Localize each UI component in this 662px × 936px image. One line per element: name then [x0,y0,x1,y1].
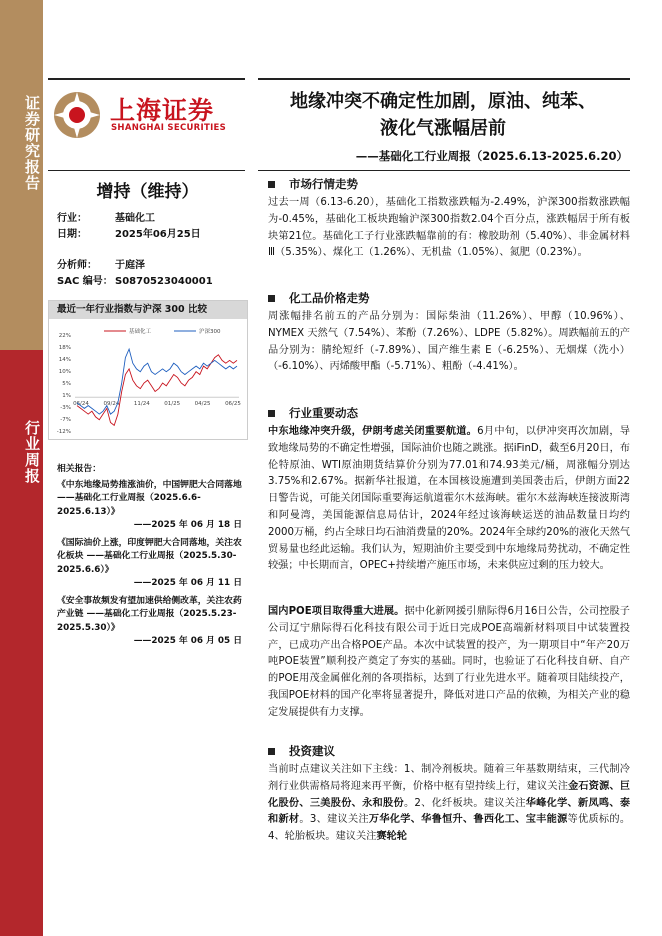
related-report-title: 《安全事故频发有望加速供给侧改革，关注农药产业链 ——基础化工行业周报（2025.5.23-2025.5.30）》 [57,595,242,633]
industry-key: 行业： [57,213,87,224]
bullet-square-icon [268,410,275,417]
related-report-date: ——2025 年 06 月 11 日 [133,578,242,588]
logo-emblem-icon [50,90,104,140]
chart-title: 最近一年行业指数与沪深 300 比较 [49,301,247,319]
y-tick-label: -3% [60,405,71,411]
related-report-item[interactable] [57,537,242,591]
report-subtitle: ——基础化工行业周报（2025.6.13-2025.6.20） [355,149,628,163]
y-tick-label: 1% [62,393,71,399]
prices-paragraph: 周涨幅排名前五的产品分别为：国际柴油（11.26%）、甲醇（10.96%）、NYMEX 天然气（7.54%）、苯酚（7.26%）、LDPE（5.82%）。周跌幅前五的产品分别为：腈纶短纤（-7.89%）、国产维生素 E（-6.25%）、无烟煤（洗小）（-6.10%）、丙烯酸甲酯（-5.71%）、粗酚（-4.41%）。 [268,311,630,373]
related-reports [57,463,242,653]
analyst-key: 分析师： [57,260,97,271]
related-report-item[interactable] [57,595,242,649]
news-1-body: 6月中旬，以伊冲突再次加剧，导致地缘局势的不确定性增强，国际油价也随之跳涨。据iFinD，截至6月20日，布伦特原油、WTI原油期货结算价分别为77.01和74.93美元/桶，周涨幅分别达3.75%和2.67%。据新华社报道，在本国核设施遭到美国袭击后，伊朗方面22日警告说，可能关闭国际重要海运航道霍尔木兹海峡。霍尔木兹海峡连接波斯湾和阿曼湾，美国能源信息局估计，2024年经过该海峡运送的油品数量日均约2000万桶，约占全球日均石油消费量的20%。2024年全球约20%的液化天然气贸易量也经此运输。我们认为，短期油价主要受到中东地缘局势扰动，不确定性较强；中长期而言，OPEC+持续增产施压市场，未来供应过剩的压力较大。 [268,426,631,572]
logo-english-name: SHANGHAI SECURITIES [111,123,227,133]
y-tick-label: -12% [56,429,71,435]
fiber-picks: 华峰化学、新凤鸣、泰和新材 [268,797,631,826]
chart-plot [49,321,247,439]
right-title-rule [258,170,630,171]
date-key: 日期： [57,229,87,240]
related-report-date: ——2025 年 06 月 18 日 [133,520,242,530]
index-comparison-chart [48,300,248,440]
legend-label: 沪深300 [199,329,221,335]
sac-row [57,272,213,287]
section-heading-market: 市场行情走势 [268,176,358,192]
y-tick-label: 22% [58,333,71,339]
title-line-2: 液化气涨幅居前 [380,118,506,139]
x-tick-label: 04/25 [194,401,211,408]
sidebar [0,0,43,936]
series-line [77,355,237,426]
market-paragraph: 过去一周（6.13-6.20），基础化工指数涨跌幅为-2.49%，沪深300指数涨跌幅为-0.45%，基础化工板块跑输沪深300指数2.04个百分点，涨跌幅居于所有板块第21位。基础化工子行业涨跌幅靠前的有：橡胶助剂（5.40%）、非金属材料Ⅲ（5.35%）、煤化工（1.26%）、无机盐（1.05%）、氮肥（0.23%）。 [268,197,630,259]
y-tick-label: 14% [58,357,71,363]
refrigerant-picks: 金石资源、巨化股份、三美股份、永和股份 [268,780,631,809]
related-report-title: 《国际油价上涨，印度钾肥大合同落地，关注农化板块 ——基础化工行业周报（2025.5.30-2025.6.6）》 [57,537,242,575]
invest-paragraph: 当前时点建议关注如下主线：1、制冷剂板块。随着三年基数期结束，三代制冷剂行业供需格局将迎来再平衡，价格中枢有望持续上行，建议关注金石资源、巨化股份、三美股份、永和股份。2、化纤板块。建议关注华峰化学、新凤鸣、泰和新材。3、建议关注万华化学、华鲁恒升、鲁西化工、宝丰能源等优质标的。4、轮胎板块。建议关注赛轮轮 [268,764,631,843]
analyst-value: 于庭泽 [115,260,145,271]
section-heading-invest: 投资建议 [268,743,335,759]
news-paragraph-1 [268,424,630,575]
y-tick-label: -7% [60,417,71,423]
x-tick-label: 06/24 [73,401,89,408]
news-1-lead: 中东地缘冲突升级，伊朗考虑关闭重要航道。 [268,426,478,437]
industry-value: 基础化工 [115,213,155,224]
date-row [57,225,201,240]
report-title [258,88,628,142]
tire-picks: 赛轮轮 [376,831,407,843]
rating: 增持（维持） [96,182,199,202]
sidebar-report-type: 证券研究报告 [23,95,41,191]
x-tick-label: 06/25 [225,401,241,408]
related-report-date: ——2025 年 06 月 05 日 [133,636,242,646]
section-heading-prices: 化工品价格走势 [268,290,370,306]
series-line [77,349,237,414]
related-report-item[interactable] [57,479,242,533]
section-heading-news: 行业重要动态 [268,405,358,421]
sac-value: S0870523040001 [115,276,213,287]
y-tick-label: 18% [58,345,71,351]
news-2-body: 据中化新网援引鼎际得6月16日公告，公司控股子公司辽宁鼎际得石化科技有限公司于近日完成POE高端新材料项目中试装置投产，已成功产出合格POE产品。本次中试装置的投产，为一期项目中“年产20万吨POE装置”顺利投产奠定了夯实的基础。同时，也验证了石化科技自研、自产的POE用茂金属催化剂的各项指标，达到了行业先进水平。随着项目陆续投产，我国POE材料的国产化率将显著提升，降低对进口产品的依赖，为相关产业的稳定发展提供有力支撑。 [268,606,630,718]
sac-key: SAC 编号： [57,276,113,287]
right-top-rule [258,78,630,80]
logo-chinese-name: 上海证券 [110,96,215,125]
bullet-square-icon [268,181,275,188]
x-tick-label: 11/24 [133,401,150,408]
y-tick-label: 10% [58,369,71,375]
x-tick-label: 01/25 [164,401,181,408]
analyst-row [57,256,145,271]
related-label: 相关报告： [57,464,101,474]
y-tick-label: 5% [62,381,71,387]
bullet-square-icon [268,295,275,302]
legend-label: 基础化工 [129,329,152,335]
industry-row [57,209,155,224]
bullet-square-icon [268,748,275,755]
news-paragraph-2 [268,604,630,722]
company-logo [50,90,250,140]
left-top-rule [48,78,245,80]
left-rating-rule [48,170,245,171]
related-report-title: 《中东地缘局势推涨油价，中国钾肥大合同落地 ——基础化工行业周报（2025.6.6-2025.6.13）》 [57,479,242,517]
date-value: 2025年06月25日 [115,229,201,240]
news-2-lead: 国内POE项目取得重大进展。 [268,606,405,617]
sidebar-weekly-label: 行业周报 [23,420,41,484]
x-tick-label: 09/24 [103,401,120,408]
title-line-1: 地缘冲突不确定性加剧，原油、纯苯、 [290,91,596,112]
quality-picks: 万华化学、华鲁恒升、鲁西化工、宝丰能源 [368,814,568,826]
